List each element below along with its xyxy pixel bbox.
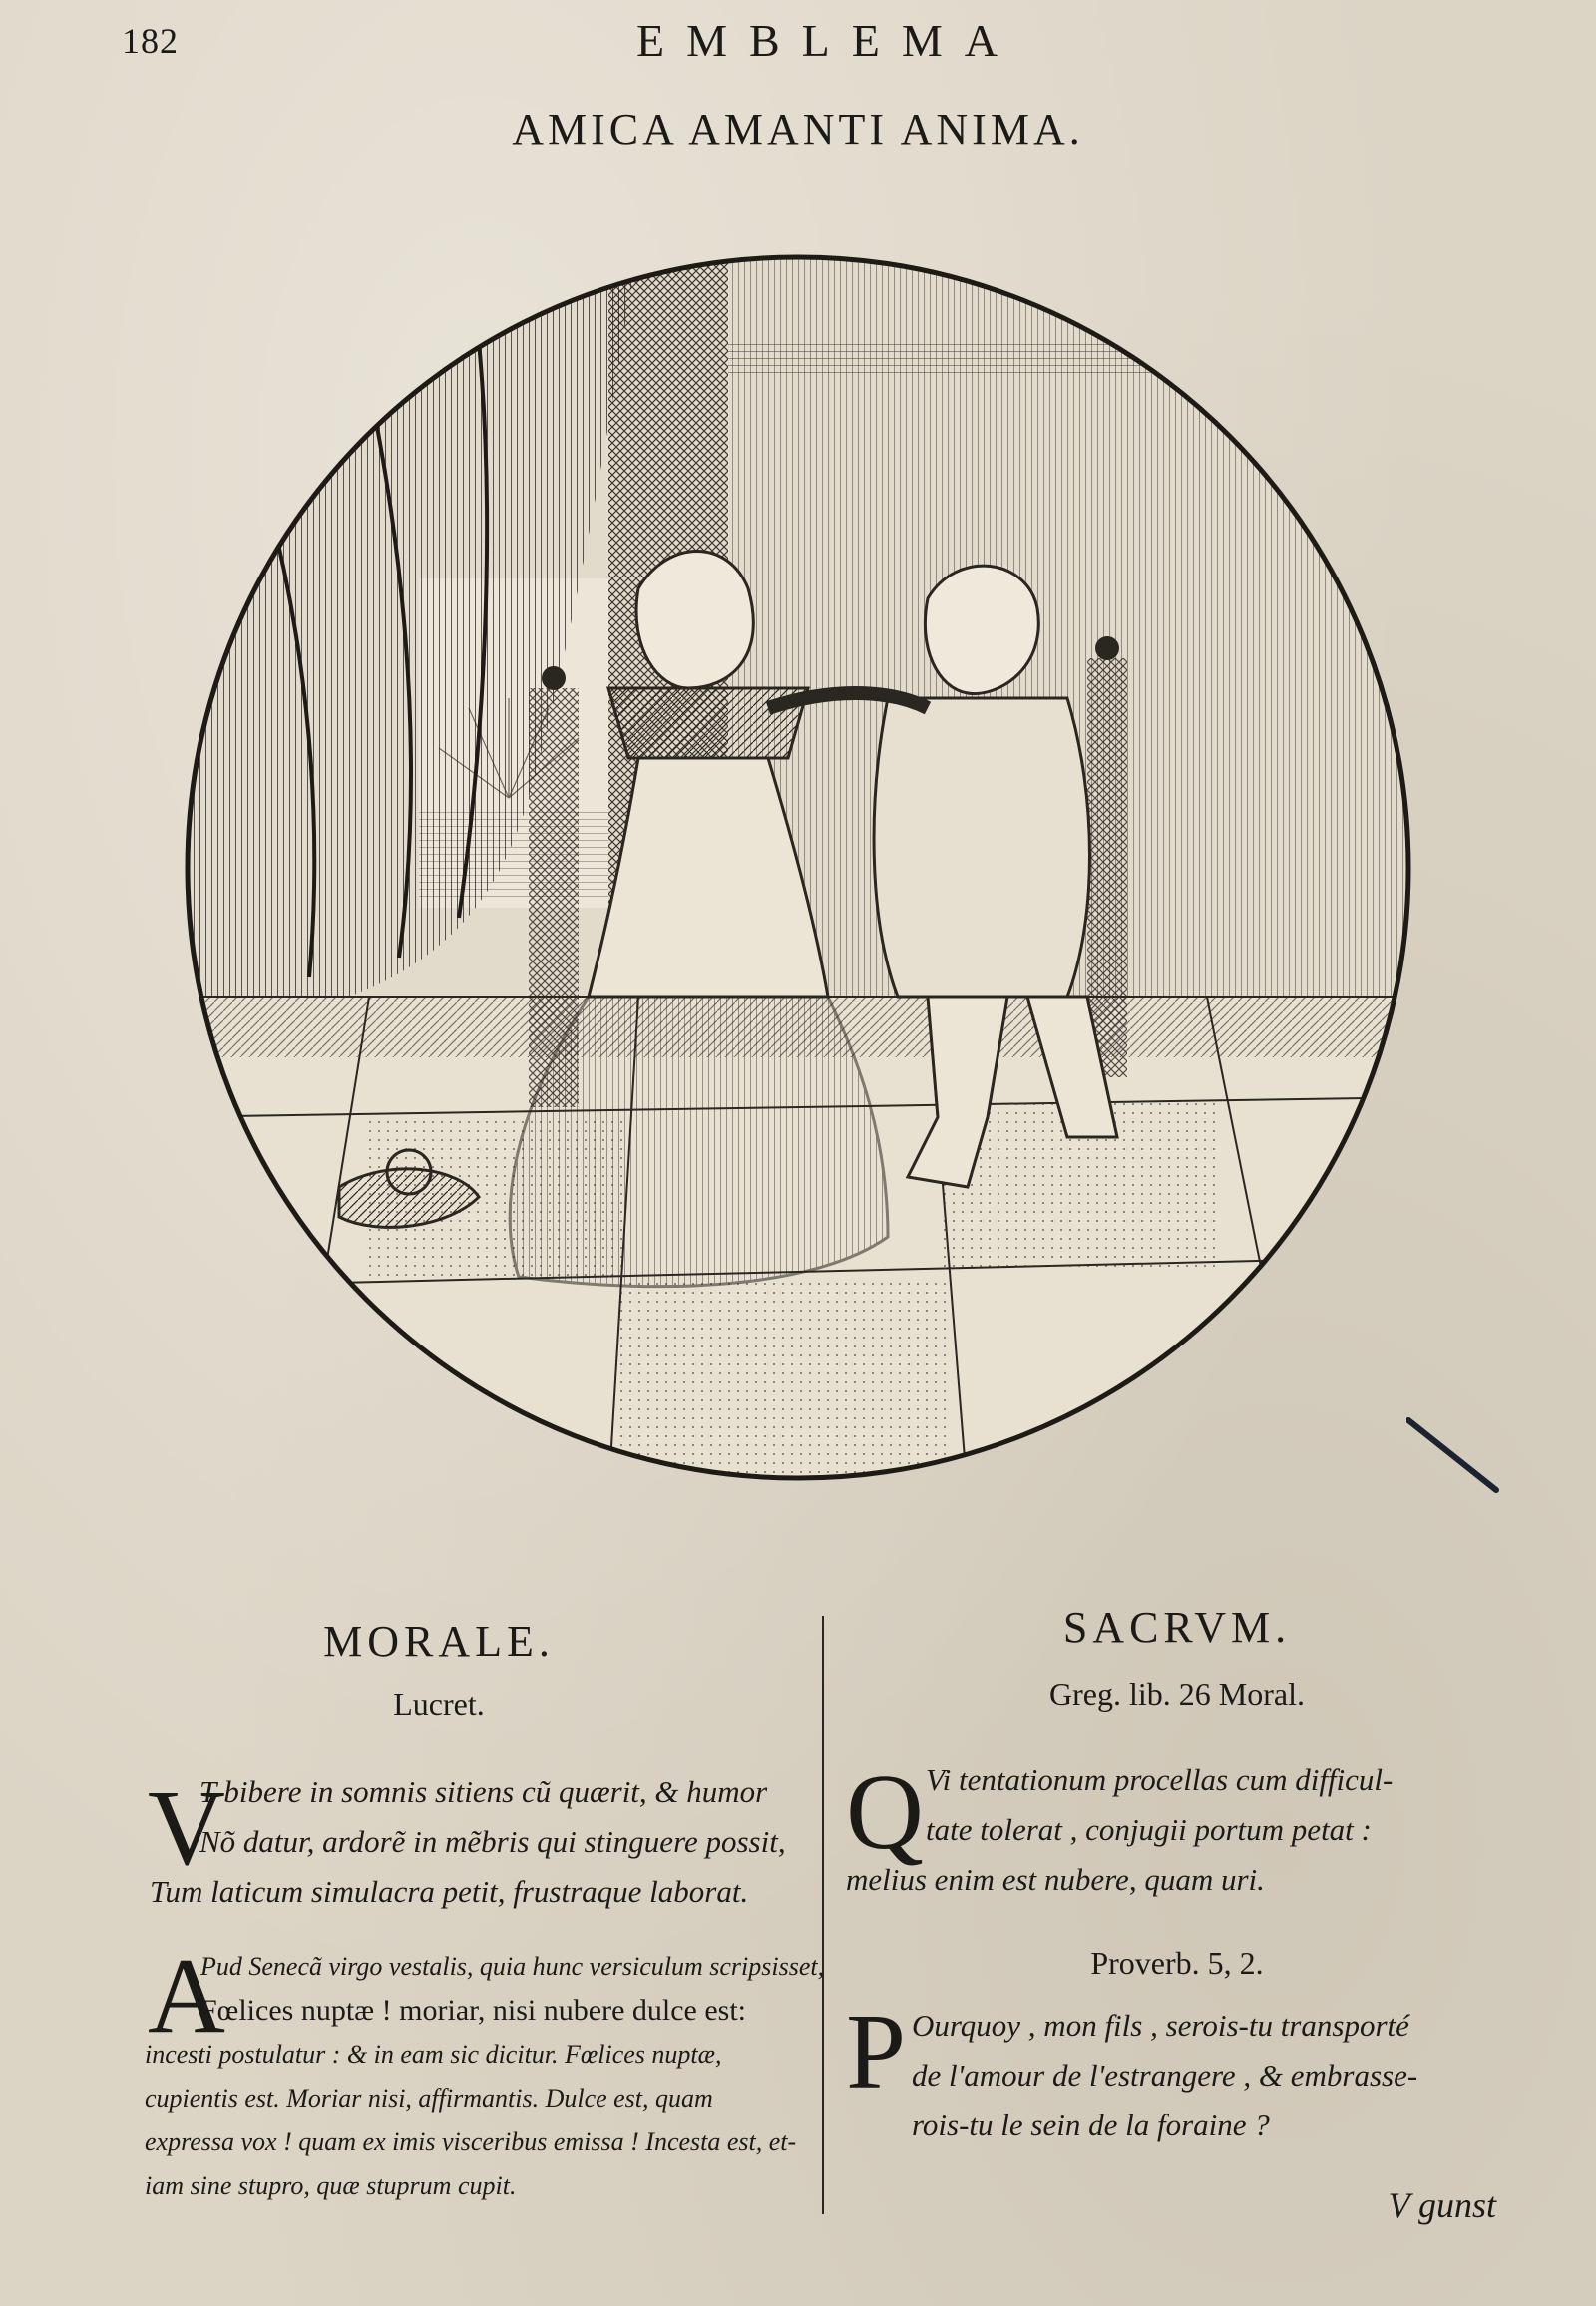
french-line: Ourquoy , mon fils , serois-tu transporté (912, 2008, 1409, 2043)
commentary-line: iam sine stupro, quæ stuprum cupit. (145, 2171, 517, 2200)
column-divider (822, 1616, 824, 2214)
passage-line: Vi tentationum procellas cum difficul- (926, 1762, 1394, 1797)
french-line: de l'amour de l'estrangere , & embrasse- (912, 2058, 1418, 2093)
running-head: EMBLEMA (636, 15, 1019, 66)
commentary-initial: A (148, 1937, 225, 2056)
morale-source: Lucret. (393, 1686, 485, 1722)
seneca-commentary (145, 1937, 825, 2208)
verse-line: Tum laticum simulacra petit, frustraque laborat. (150, 1874, 749, 1909)
lucretius-verse (150, 1767, 808, 1917)
sacrum-source: Greg. lib. 26 Moral. (1049, 1676, 1305, 1712)
verse-initial: V (148, 1769, 225, 1888)
ink-stroke-mark-icon (1406, 1416, 1506, 1496)
verse-line: Nõ datur, ardorẽ in mẽbris qui stinguere possit, (200, 1824, 786, 1859)
verse-line: T bibere in somnis sitiens cũ quærit, & humor (200, 1774, 768, 1809)
engraved-medallion-icon (170, 239, 1426, 1496)
commentary-line: incesti postulatur : & in eam sic dicitur. Fœlices nuptæ, (145, 2040, 722, 2069)
commentary-line: expressa vox ! quam ex imis visceribus emissa ! Incesta est, et- (145, 2127, 797, 2156)
page-number: 182 (122, 21, 179, 61)
commentary-line: cupientis est. Moriar nisi, affirmantis. Dulce est, quam (145, 2084, 713, 2113)
proverbs-source: Proverb. 5, 2. (1090, 1945, 1264, 1981)
emblem-motto: AMICA AMANTI ANIMA. (512, 105, 1084, 154)
sacrum-heading: SACRVM. (1062, 1603, 1292, 1652)
morale-heading: MORALE. (323, 1617, 555, 1666)
catchword: V gunst (1388, 2185, 1496, 2225)
french-line: rois-tu le sein de la foraine ? (912, 2108, 1270, 2142)
passage-line: melius enim est nubere, quam uri. (846, 1862, 1265, 1897)
gregory-passage (846, 1755, 1524, 1905)
passage-line: tate tolerat , conjugii portum petat : (926, 1812, 1372, 1847)
commentary-line: Fœlices nuptæ ! moriar, nisi nubere dulce est: (200, 1994, 747, 2027)
passage-initial: Q (846, 1753, 924, 1872)
french-initial: P (846, 1993, 907, 2112)
commentary-line: Pud Senecã virgo vestalis, quia hunc versiculum scripsisset, (200, 1952, 825, 1981)
french-passage (846, 1993, 1524, 2150)
